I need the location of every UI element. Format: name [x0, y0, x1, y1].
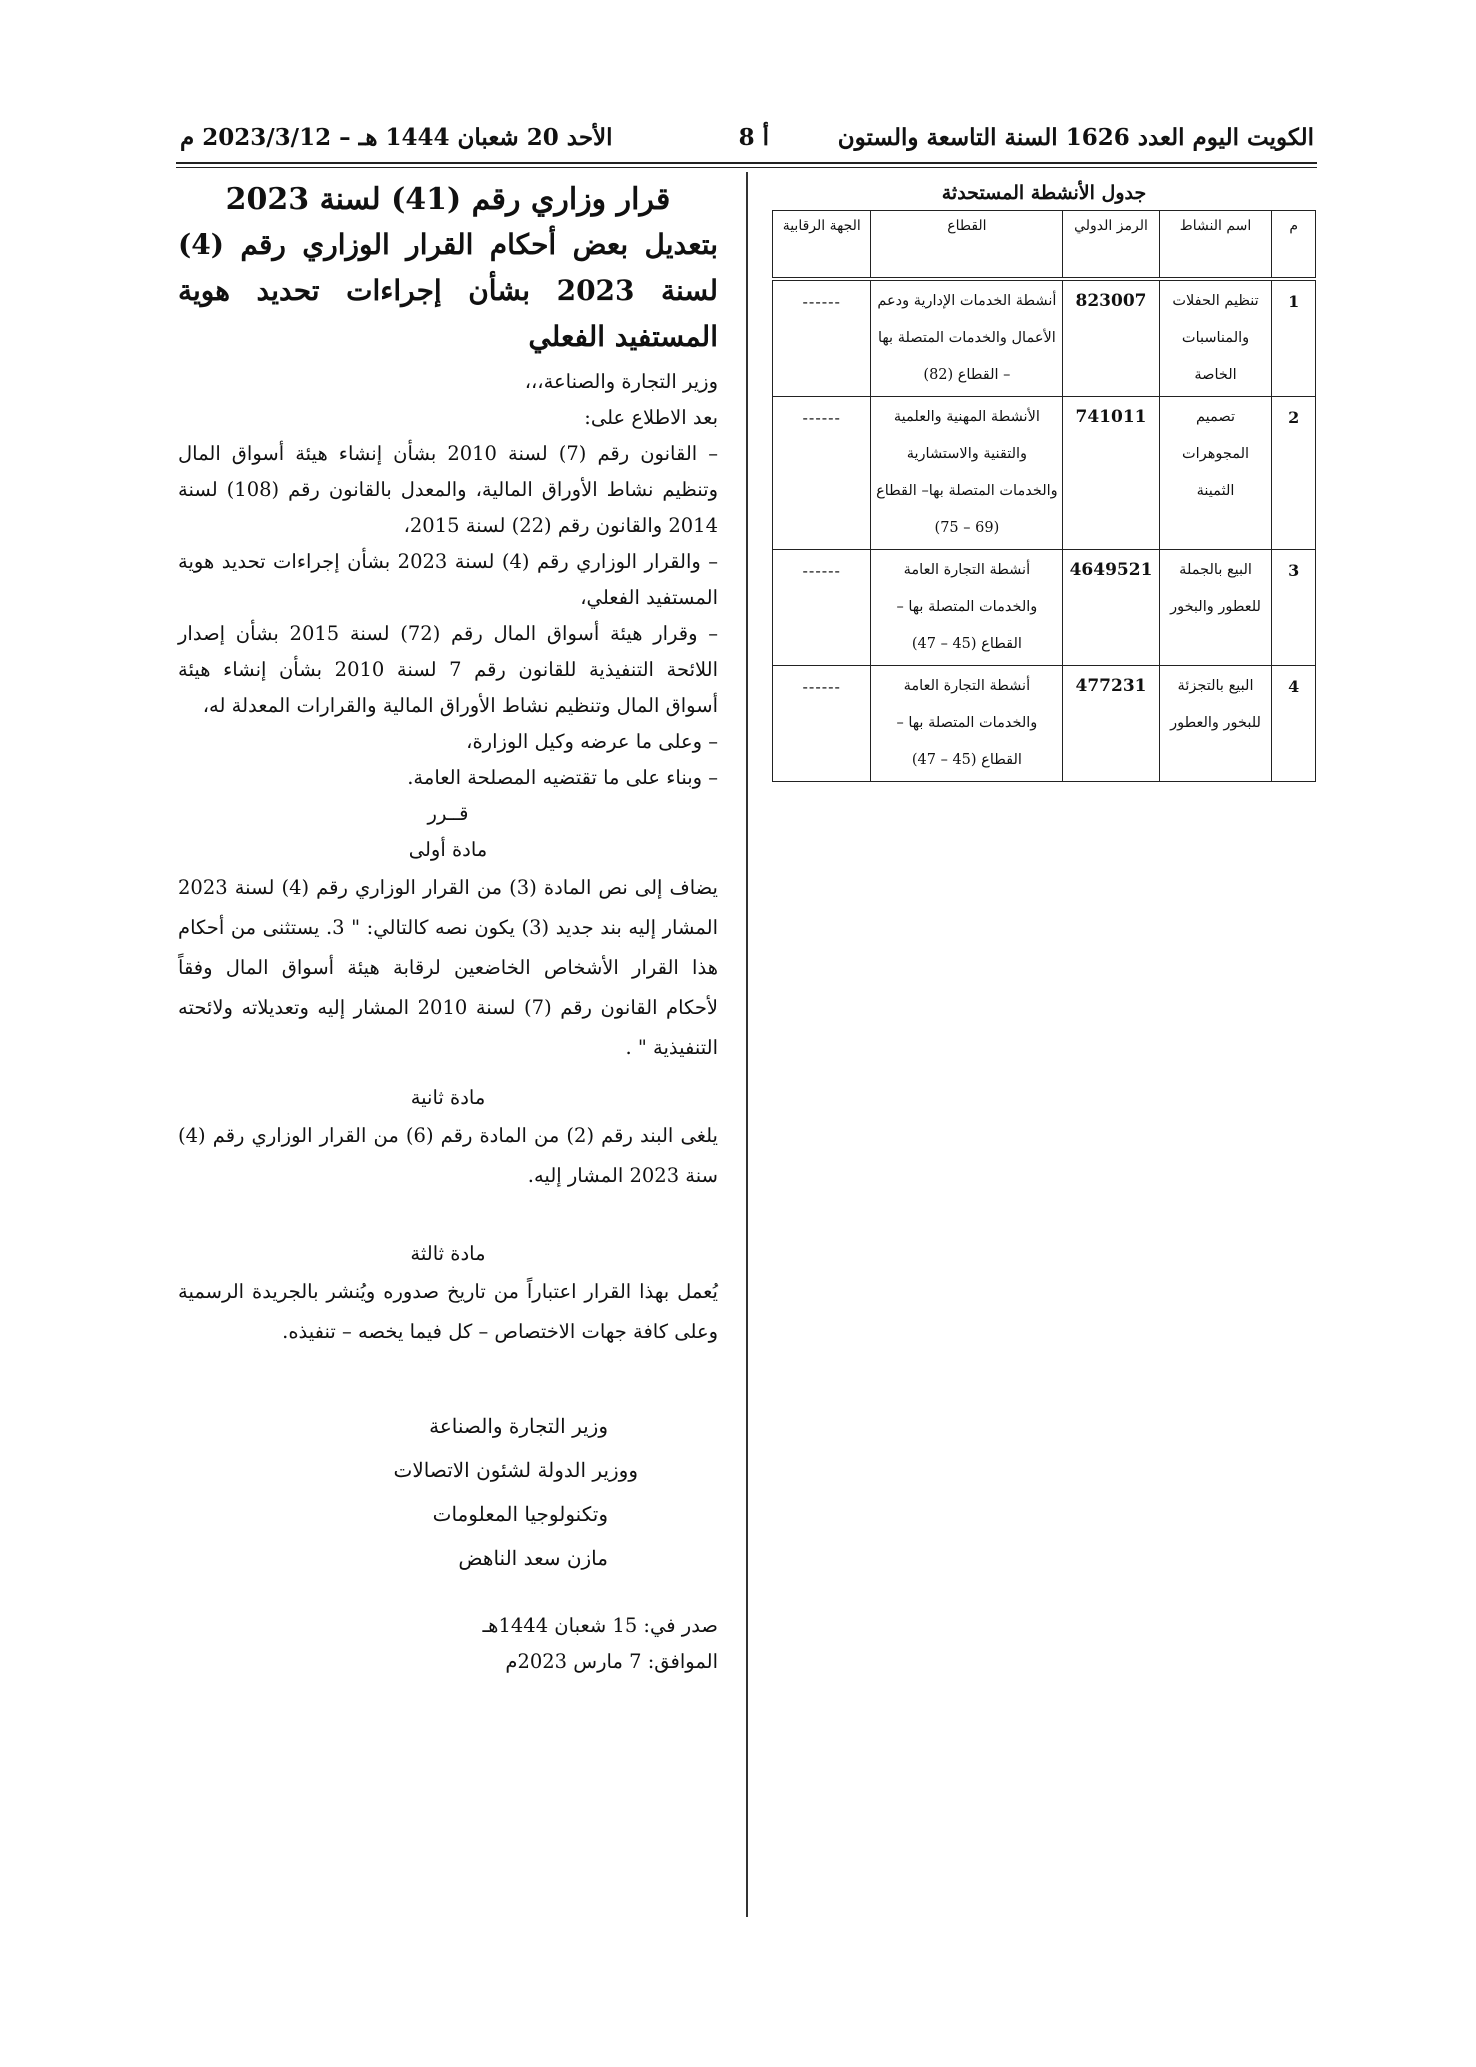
table-title: جدول الأنشطة المستحدثة	[941, 182, 1147, 204]
decision-title: قرار وزاري رقم (41) لسنة 2023	[225, 182, 671, 217]
spacer	[178, 1196, 718, 1236]
table-row	[773, 397, 1316, 550]
decision-subtitle: بتعديل بعض أحكام القرار الوزاري رقم (4) لسنة 2023 بشأن إجراءات تحديد هوية المستفيد الفعلي	[178, 228, 719, 353]
row-code: 477231	[1063, 666, 1159, 782]
row-code: 741011	[1063, 397, 1159, 550]
table-header-row	[773, 211, 1316, 280]
article-1-text: يضاف إلى نص المادة (3) من القرار الوزاري رقم (4) لسنة 2023 المشار إليه بند جديد (3) يكون نصه كالتالي: " 3. يستثنى من أحكام هذا القرار الأشخاص الخاضعين لرقابة هيئة أسواق المال وفقاً لأحكام القانون رقم (7) لسنة 2010 المشار إليه وتعديلاته ولائحته التنفيذية " .	[178, 876, 718, 1059]
page-header	[180, 118, 1314, 156]
header-authority: الجهة الرقابية	[773, 211, 871, 280]
decision-section	[178, 178, 718, 1680]
after-review-line: بعد الاطلاع على:	[584, 406, 718, 429]
row-authority: ------	[773, 397, 871, 550]
signature-line: وتكنولوجيا المعلومات	[432, 1502, 608, 1526]
article-2-heading: مادة ثانية	[410, 1086, 486, 1109]
activities-table-section	[772, 182, 1316, 782]
row-num: 4	[1272, 666, 1316, 782]
header-code: الرمز الدولي	[1063, 211, 1159, 280]
activities-table	[772, 210, 1316, 782]
header-name: اسم النشاط	[1159, 211, 1272, 280]
row-authority: ------	[773, 666, 871, 782]
row-sector: الأنشطة المهنية والعلمية والتقنية والاستشارية والخدمات المتصلة بها– القطاع (69 – 75)	[871, 397, 1063, 550]
signature-line: وزير التجارة والصناعة	[429, 1414, 608, 1438]
issued-gregorian: الموافق: 7 مارس 2023م	[505, 1650, 718, 1673]
row-name: البيع بالجملة للعطور والبخور	[1159, 550, 1272, 666]
table-row	[773, 666, 1316, 782]
page-number: أ 8	[738, 124, 769, 151]
table-row	[773, 279, 1316, 397]
recital-item: – وقرار هيئة أسواق المال رقم (72) لسنة 2015 بشأن إصدار اللائحة التنفيذية للقانون رقم 7 لسنة 2010 بشأن إنشاء هيئة أسواق المال وتنظيم نشاط الأوراق المالية والقرارات المعدلة له،	[178, 622, 718, 717]
header-rule	[176, 162, 1317, 164]
row-num: 2	[1272, 397, 1316, 550]
recital-item: – وعلى ما عرضه وكيل الوزارة،	[466, 730, 718, 753]
gazette-issue: الكويت اليوم العدد 1626 السنة التاسعة والستون	[837, 124, 1314, 151]
signature-block	[178, 1404, 718, 1580]
recital-item: – والقرار الوزاري رقم (4) لسنة 2023 بشأن إجراءات تحديد هوية المستفيد الفعلي،	[178, 550, 718, 609]
article-3-text: يُعمل بهذا القرار اعتباراً من تاريخ صدوره ويُنشر بالجريدة الرسمية وعلى كافة جهات الاختصاص – كل فيما يخصه – تنفيذه.	[178, 1280, 718, 1343]
row-code: 823007	[1063, 279, 1159, 397]
article-2-text: يلغى البند رقم (2) من المادة رقم (6) من القرار الوزاري رقم (4) سنة 2023 المشار إليه.	[178, 1124, 718, 1187]
row-authority: ------	[773, 550, 871, 666]
row-authority: ------	[773, 279, 871, 397]
recital-item: – القانون رقم (7) لسنة 2010 بشأن إنشاء هيئة أسواق المال وتنظيم نشاط الأوراق المالية، والمعدل بالقانون رقم (108) لسنة 2014 والقانون رقم (22) لسنة 2015،	[178, 442, 719, 537]
issued-hijri: صدر في: 15 شعبان 1444هـ	[482, 1614, 718, 1637]
row-num: 3	[1272, 550, 1316, 666]
table-row	[773, 550, 1316, 666]
resolved-heading: قــرر	[427, 802, 469, 825]
row-name: تنظيم الحفلات والمناسبات الخاصة	[1159, 279, 1272, 397]
row-sector: أنشطة التجارة العامة والخدمات المتصلة بها – القطاع (45 – 47)	[871, 666, 1063, 782]
header-sector: القطاع	[871, 211, 1063, 280]
row-name: البيع بالتجزئة للبخور والعطور	[1159, 666, 1272, 782]
issue-date: الأحد 20 شعبان 1444 هـ – 2023/3/12 م	[180, 124, 613, 151]
row-num: 1	[1272, 279, 1316, 397]
row-name: تصميم المجوهرات الثمينة	[1159, 397, 1272, 550]
article-1-heading: مادة أولى	[408, 838, 488, 861]
issue-dates	[178, 1608, 718, 1680]
signature-line: ووزير الدولة لشئون الاتصالات	[393, 1458, 638, 1482]
column-divider	[746, 172, 748, 1917]
spacer	[178, 1068, 718, 1080]
minister-line: وزير التجارة والصناعة،،،	[524, 370, 718, 393]
header-num: م	[1272, 211, 1316, 280]
row-sector: أنشطة الخدمات الإدارية ودعم الأعمال والخدمات المتصلة بها – القطاع (82)	[871, 279, 1063, 397]
row-code: 4649521	[1063, 550, 1159, 666]
signatory-name: مازن سعد الناهض	[458, 1546, 608, 1570]
header-rule-thin	[176, 167, 1317, 168]
row-sector: أنشطة التجارة العامة والخدمات المتصلة بها – القطاع (45 – 47)	[871, 550, 1063, 666]
article-3-heading: مادة ثالثة	[410, 1242, 486, 1265]
recital-item: – وبناء على ما تقتضيه المصلحة العامة.	[407, 766, 718, 789]
